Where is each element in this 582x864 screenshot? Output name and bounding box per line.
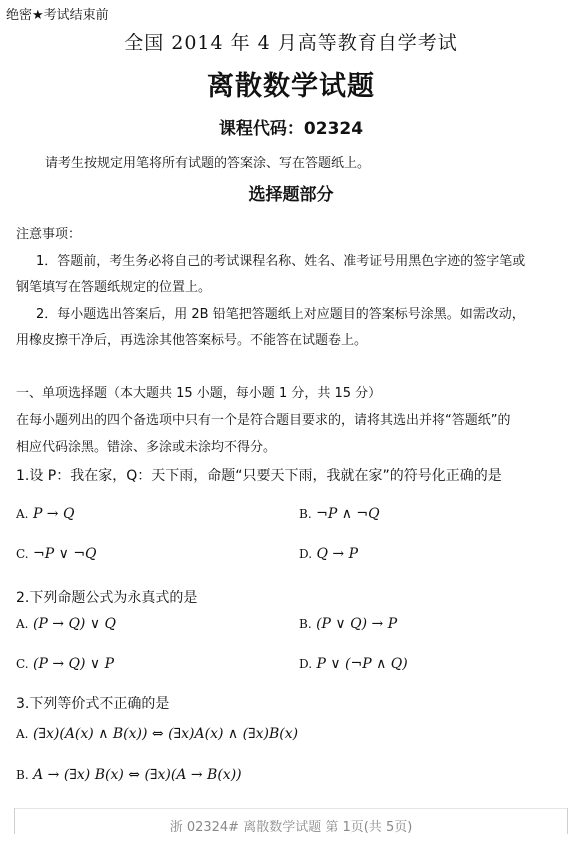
option-letter: A. [16, 617, 29, 631]
note-item-2-line-2: 用橡皮擦干净后，再选涂其他答案标号。不能答在试题卷上。 [16, 333, 368, 348]
option-formula: (P ∨ Q) → P [316, 616, 398, 632]
option-formula: P ∨ (¬P ∧ Q) [316, 656, 408, 672]
part1-desc-line-2: 相应代码涂黑。错涂、多涂或未涂均不得分。 [16, 440, 277, 455]
option-formula: A → (∃x) B(x) ⇔ (∃x)(A → B(x)) [33, 767, 242, 783]
option-formula: P → Q [32, 506, 75, 522]
question-2-option-c [16, 656, 114, 672]
option-formula: (P → Q) ∨ Q [32, 616, 117, 632]
option-letter: A. [16, 507, 29, 521]
confidential-label: 绝密★考试结束前 [6, 8, 109, 23]
option-formula: Q → P [316, 546, 358, 562]
option-letter: B. [16, 768, 29, 782]
option-letter: B. [299, 507, 312, 521]
question-1-option-c [16, 546, 97, 562]
section-title: 选择题部分 [248, 185, 334, 205]
part1-desc-line-1: 在每小题列出的四个备选项中只有一个是符合题目要求的，请将其选出并将“答题纸”的 [16, 413, 511, 428]
part1-heading: 一、单项选择题（本大题共 15 小题，每小题 1 分，共 15 分） [16, 386, 382, 401]
question-2-option-b [299, 616, 397, 632]
option-letter: D. [299, 657, 313, 671]
footer-divider [14, 808, 568, 809]
option-formula: ¬P ∨ ¬Q [33, 546, 97, 562]
note-item-1-line-2: 钢笔填写在答题纸规定的位置上。 [16, 280, 212, 295]
exam-title: 全国 2014 年 4 月高等教育自学考试 [124, 32, 458, 54]
question-3-option-a [16, 726, 298, 742]
question-2-option-a [16, 616, 116, 632]
question-3-option-b [16, 767, 242, 783]
option-letter: D. [299, 547, 313, 561]
option-formula: (∃x)(A(x) ∧ B(x)) ⇔ (∃x)A(x) ∧ (∃x)B(x) [32, 726, 299, 742]
question-1-stem: 1.设 P：我在家，Q：天下雨，命题“只要天下雨，我就在家”的符号化正确的是 [16, 468, 502, 484]
option-letter: B. [299, 617, 312, 631]
option-letter: C. [16, 547, 29, 561]
question-1-option-a [16, 506, 74, 522]
note-item-1-line-1: 1．答题前，考生务必将自己的考试课程名称、姓名、准考证号用黑色字迹的签字笔或 [36, 254, 526, 269]
question-1-option-d [299, 546, 358, 562]
question-2-stem: 2.下列命题公式为永真式的是 [16, 590, 198, 606]
question-2-option-d [299, 656, 408, 672]
course-code: 课程代码：02324 [218, 119, 364, 139]
question-1-option-b [299, 506, 380, 522]
question-3-stem: 3.下列等价式不正确的是 [16, 696, 170, 712]
page-footer: 浙 02324# 离散数学试题 第 1页(共 5页) [169, 820, 413, 835]
answer-instruction: 请考生按规定用笔将所有试题的答案涂、写在答题纸上。 [45, 156, 371, 171]
option-formula: ¬P ∧ ¬Q [316, 506, 380, 522]
notes-heading: 注意事项： [16, 227, 82, 242]
option-letter: C. [16, 657, 29, 671]
note-item-2-line-1: 2．每小题选出答案后，用 2B 铅笔把答题纸上对应题目的答案标号涂黑。如需改动， [36, 307, 525, 322]
option-letter: A. [16, 727, 29, 741]
page-title: 离散数学试题 [207, 71, 375, 102]
option-formula: (P → Q) ∨ P [33, 656, 115, 672]
